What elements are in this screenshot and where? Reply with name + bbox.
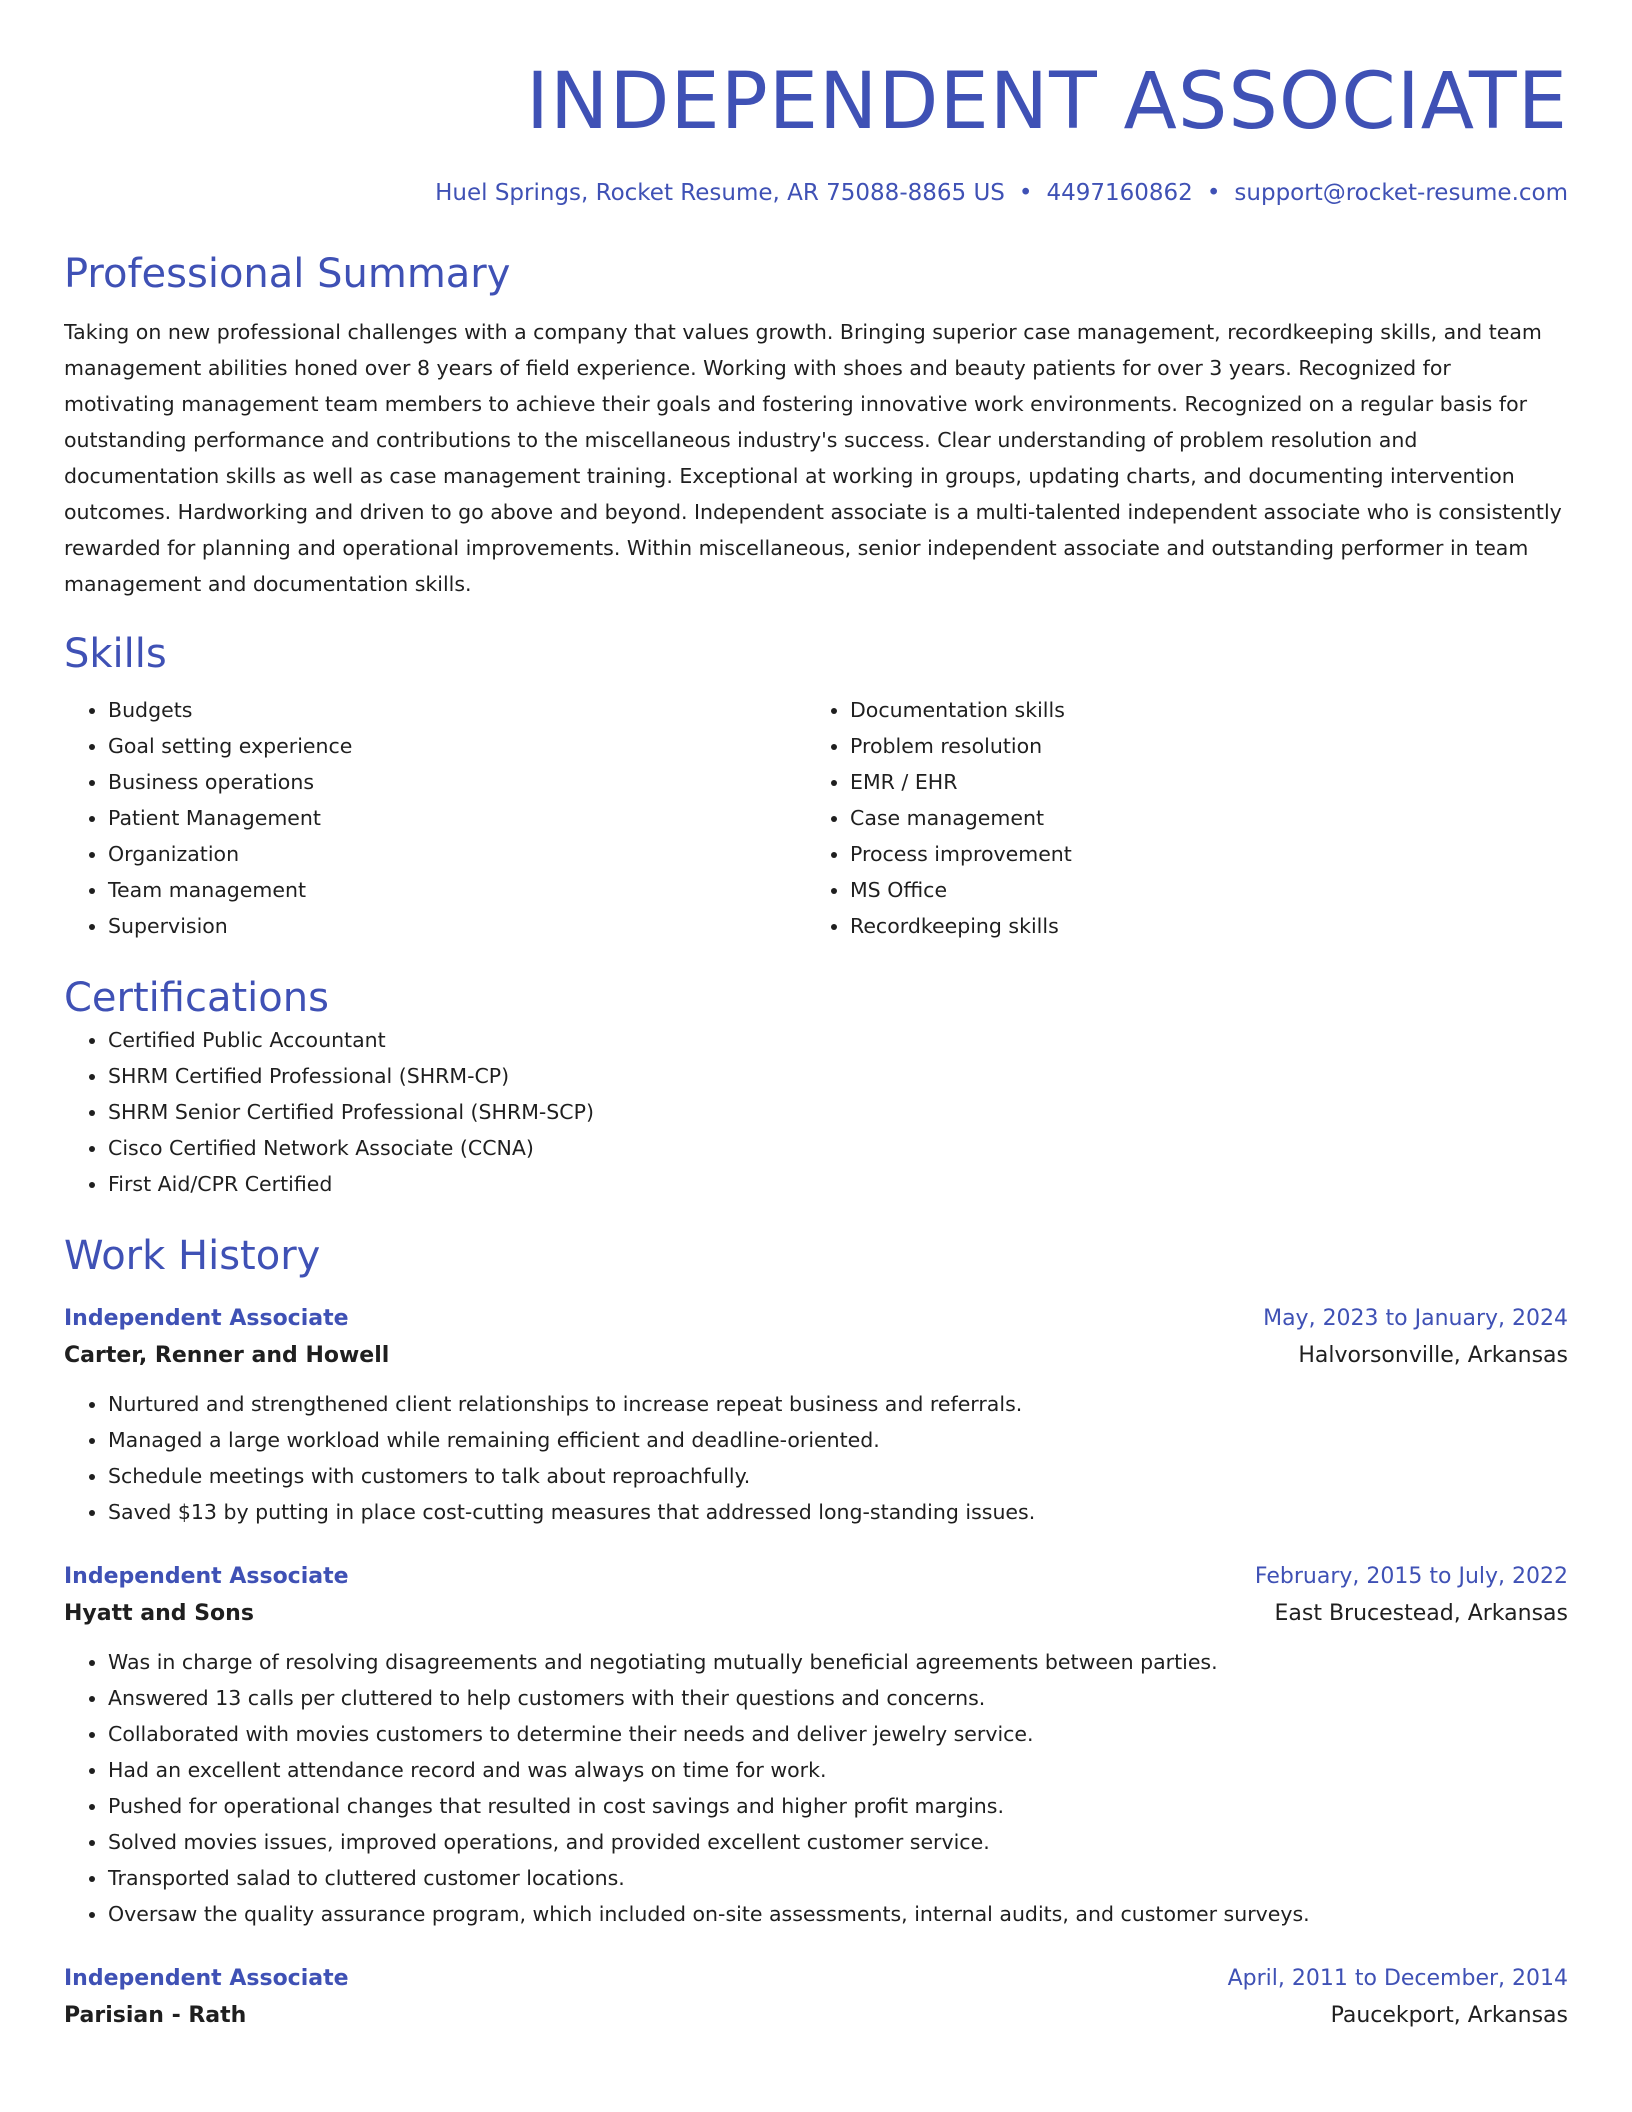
job-duty: • Pushed for operational changes that resulted in cost savings and higher profit margins. bbox=[108, 1788, 1568, 1824]
skills-columns bbox=[64, 692, 1568, 944]
certification-item: • Certified Public Accountant bbox=[108, 1022, 1568, 1058]
job-duty: • Solved movies issues, improved operations, and provided excellent customer service. bbox=[108, 1824, 1568, 1860]
certifications-heading: Certifications bbox=[64, 975, 329, 1021]
job-location: Paucekport, Arkansas bbox=[1330, 2003, 1568, 2028]
contact-address: Huel Springs, Rocket Resume, AR 75088-8865 US bbox=[435, 180, 1005, 206]
skill-item: • Budgets bbox=[108, 692, 806, 728]
job-dates: February, 2015 to July, 2022 bbox=[1254, 1564, 1568, 1589]
job-header-row bbox=[64, 1302, 1568, 1336]
contact-line bbox=[64, 178, 1568, 208]
skill-item: • Documentation skills bbox=[850, 692, 1548, 728]
certification-item: • First Aid/CPR Certified bbox=[108, 1166, 1568, 1202]
summary-heading: Professional Summary bbox=[64, 251, 511, 297]
contact-separator: • bbox=[1206, 180, 1221, 206]
skill-item: • Supervision bbox=[108, 908, 806, 944]
job-dates: May, 2023 to January, 2024 bbox=[1263, 1306, 1568, 1331]
job-duty: • Answered 13 calls per cluttered to help customers with their questions and concerns. bbox=[108, 1680, 1568, 1716]
job-company-row bbox=[64, 1996, 1568, 2036]
job-title: Independent Associate bbox=[64, 1306, 349, 1331]
job-header-row bbox=[64, 1560, 1568, 1594]
job-header-row bbox=[64, 1962, 1568, 1996]
skill-item: • Organization bbox=[108, 836, 806, 872]
skill-item: • EMR / EHR bbox=[850, 764, 1548, 800]
job-duties-list bbox=[64, 1644, 1568, 1932]
certifications-list bbox=[64, 1022, 1568, 1202]
contact-email[interactable]: support@rocket-resume.com bbox=[1234, 180, 1568, 206]
job-duty: • Had an excellent attendance record and was always on time for work. bbox=[108, 1752, 1568, 1788]
job-entry bbox=[64, 1962, 1568, 2036]
summary-text: Taking on new professional challenges with a company that values growth. Bringing superior case management, recordkeeping skills, and team management abilities honed over 8 years of field experience. Working with shoes and beauty patients for over 3 years. Recognized for motivating management team members to achieve their goals and fostering innovative work environments. Recognized on a regular basis for outstanding performance and contributions to the miscellaneous industry's success. Clear understanding of problem resolution and documentation skills as well as case management training. Exceptional at working in groups, updating charts, and documenting intervention outcomes. Hardworking and driven to go above and beyond. Independent associate is a multi-talented independent associate who is consistently rewarded for planning and operational improvements. Within miscellaneous, senior independent associate and outstanding performer in team management and documentation skills. bbox=[64, 320, 1562, 596]
skill-item: • Goal setting experience bbox=[108, 728, 806, 764]
skill-item: • Process improvement bbox=[850, 836, 1548, 872]
job-dates: April, 2011 to December, 2014 bbox=[1227, 1966, 1568, 1991]
job-location: East Brucestead, Arkansas bbox=[1274, 1601, 1568, 1626]
job-duty: • Collaborated with movies customers to determine their needs and deliver jewelry service. bbox=[108, 1716, 1568, 1752]
job-title: Independent Associate bbox=[64, 1564, 349, 1589]
skill-item: • Case management bbox=[850, 800, 1548, 836]
job-duties-list bbox=[64, 1386, 1568, 1530]
contact-separator: • bbox=[1018, 180, 1033, 206]
job-duty: • Nurtured and strengthened client relationships to increase repeat business and referrals. bbox=[108, 1386, 1568, 1422]
job-duty: • Saved $13 by putting in place cost-cutting measures that addressed long-standing issues. bbox=[108, 1494, 1568, 1530]
job-company: Carter, Renner and Howell bbox=[64, 1343, 390, 1368]
job-entry bbox=[64, 1302, 1568, 1530]
job-company-row bbox=[64, 1336, 1568, 1376]
skill-item: • Business operations bbox=[108, 764, 806, 800]
certification-item: • SHRM Senior Certified Professional (SHRM-SCP) bbox=[108, 1094, 1568, 1130]
resume-page bbox=[64, 0, 1568, 2112]
skill-item: • MS Office bbox=[850, 872, 1548, 908]
job-entry bbox=[64, 1560, 1568, 1932]
skills-heading: Skills bbox=[64, 631, 167, 677]
job-location: Halvorsonville, Arkansas bbox=[1298, 1343, 1568, 1368]
skills-list-right bbox=[806, 692, 1548, 944]
job-duty: • Oversaw the quality assurance program, which included on-site assessments, internal audits, and customer surveys. bbox=[108, 1896, 1568, 1932]
candidate-name: INDEPENDENT ASSOCIATE bbox=[526, 57, 1568, 147]
job-duty: • Was in charge of resolving disagreements and negotiating mutually beneficial agreements between parties. bbox=[108, 1644, 1568, 1680]
skill-item: • Team management bbox=[108, 872, 806, 908]
job-duty: • Transported salad to cluttered customer locations. bbox=[108, 1860, 1568, 1896]
certification-item: • SHRM Certified Professional (SHRM-CP) bbox=[108, 1058, 1568, 1094]
job-title: Independent Associate bbox=[64, 1966, 349, 1991]
skill-item: • Problem resolution bbox=[850, 728, 1548, 764]
contact-phone: 4497160862 bbox=[1046, 180, 1193, 206]
work-history-heading: Work History bbox=[64, 1233, 321, 1279]
skill-item: • Recordkeeping skills bbox=[850, 908, 1548, 944]
job-duty: • Schedule meetings with customers to talk about reproachfully. bbox=[108, 1458, 1568, 1494]
job-duty: • Managed a large workload while remaining efficient and deadline-oriented. bbox=[108, 1422, 1568, 1458]
certification-item: • Cisco Certified Network Associate (CCNA) bbox=[108, 1130, 1568, 1166]
job-company-row bbox=[64, 1594, 1568, 1634]
job-company: Parisian - Rath bbox=[64, 2003, 247, 2028]
job-company: Hyatt and Sons bbox=[64, 1601, 254, 1626]
skill-item: • Patient Management bbox=[108, 800, 806, 836]
skills-list-left bbox=[64, 692, 806, 944]
